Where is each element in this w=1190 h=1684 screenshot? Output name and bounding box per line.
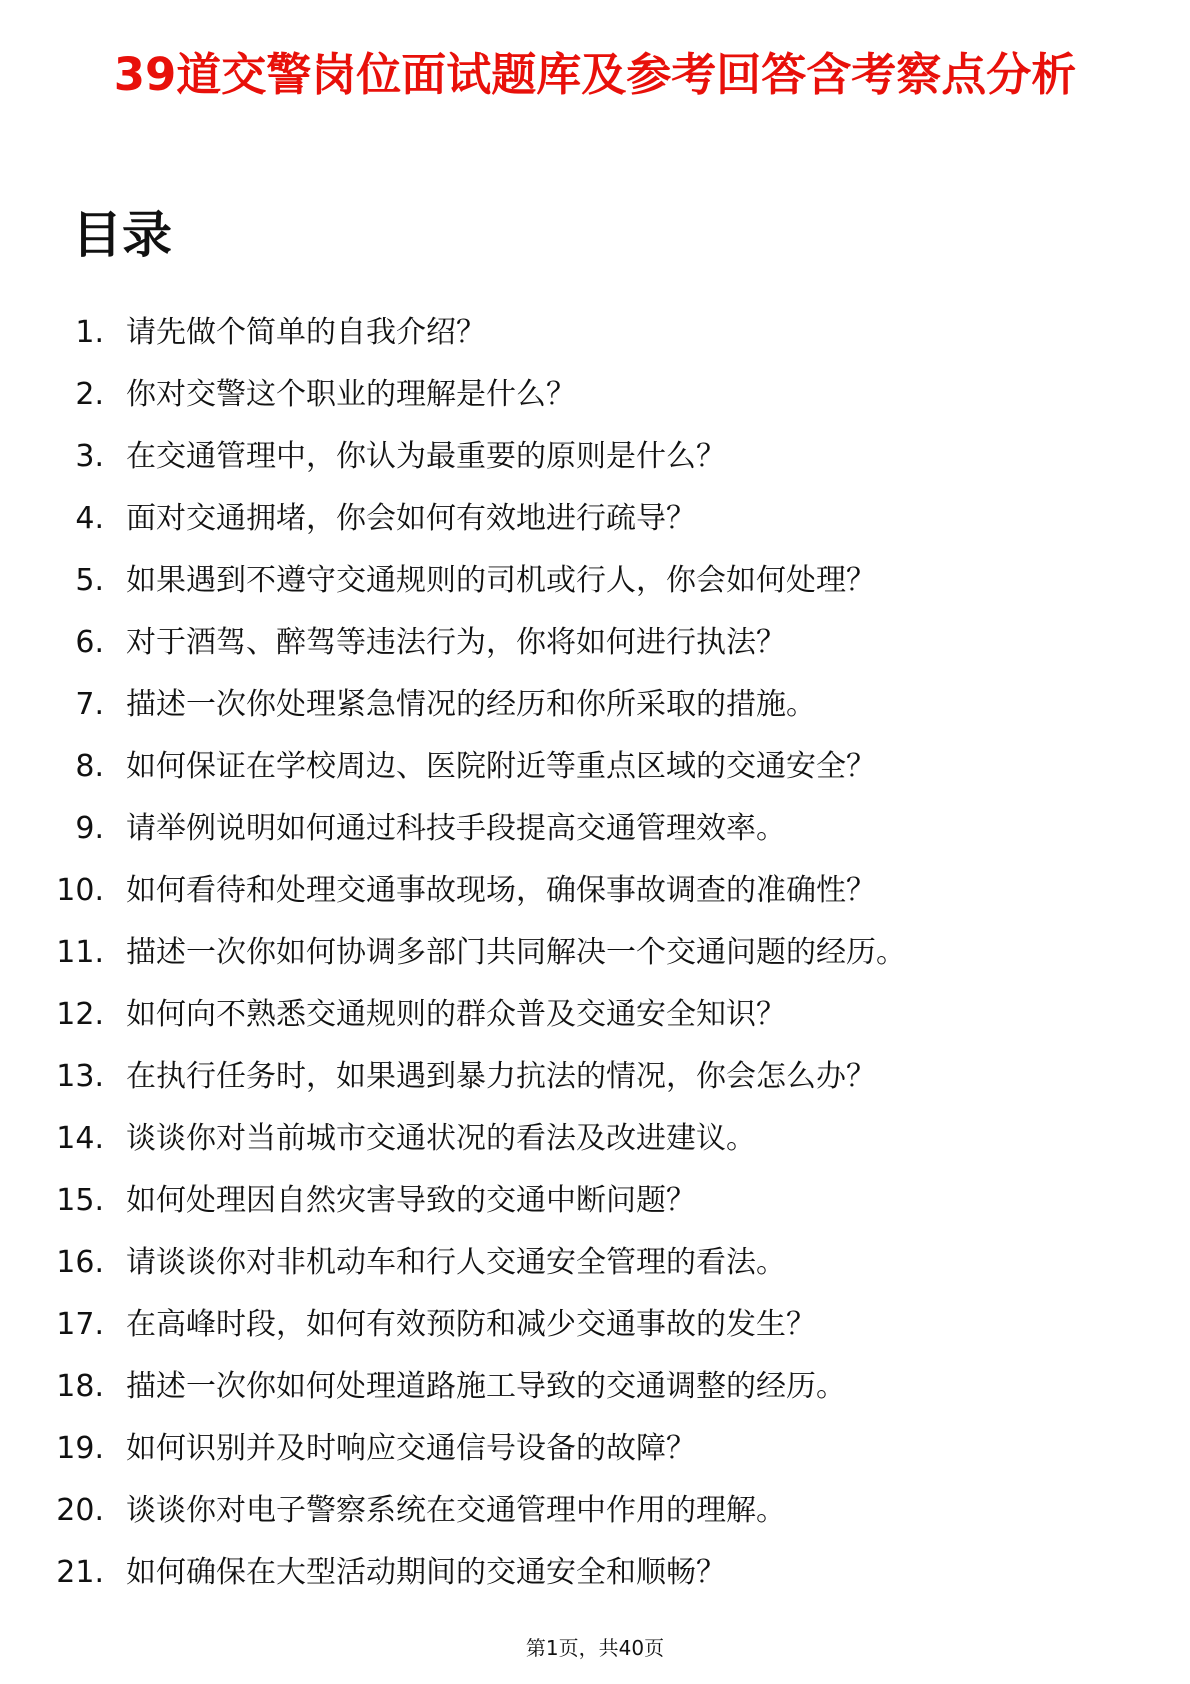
toc-item-text[interactable]: 描述一次你处理紧急情况的经历和你所采取的措施。 [126, 687, 816, 722]
toc-item[interactable] [0, 623, 1190, 685]
toc-item-text[interactable]: 如何保证在学校周边、医院附近等重点区域的交通安全？ [126, 749, 876, 784]
toc-item-text[interactable]: 在执行任务时，如果遇到暴力抗法的情况，你会怎么办？ [126, 1059, 876, 1094]
toc-item-text[interactable]: 你对交警这个职业的理解是什么？ [126, 377, 576, 412]
toc-item-number: 19. [56, 1431, 104, 1466]
toc-item-text[interactable]: 如何向不熟悉交通规则的群众普及交通安全知识？ [126, 997, 786, 1032]
toc-item-number: 1. [75, 315, 104, 350]
toc-item[interactable] [0, 499, 1190, 561]
toc-item-number: 9. [75, 811, 104, 846]
toc-item-text[interactable]: 对于酒驾、醉驾等违法行为，你将如何进行执法？ [126, 625, 786, 660]
toc-item-text[interactable]: 在高峰时段，如何有效预防和减少交通事故的发生？ [126, 1307, 816, 1342]
toc-item-text[interactable]: 在交通管理中，你认为最重要的原则是什么？ [126, 439, 726, 474]
toc-item[interactable] [0, 1057, 1190, 1119]
toc-item-number: 8. [75, 749, 104, 784]
toc-item-number: 11. [56, 935, 104, 970]
toc-item-number: 5. [75, 563, 104, 598]
toc-item-number: 16. [56, 1245, 104, 1280]
toc-item-number: 15. [56, 1183, 104, 1218]
toc-item[interactable] [0, 933, 1190, 995]
toc-item-text[interactable]: 如何处理因自然灾害导致的交通中断问题？ [126, 1183, 696, 1218]
toc-item-text[interactable]: 如何看待和处理交通事故现场，确保事故调查的准确性？ [126, 873, 876, 908]
toc-item-text[interactable]: 请谈谈你对非机动车和行人交通安全管理的看法。 [126, 1245, 786, 1280]
toc-item[interactable] [0, 1119, 1190, 1181]
toc-item[interactable] [0, 995, 1190, 1057]
toc-item-text[interactable]: 谈谈你对当前城市交通状况的看法及改进建议。 [126, 1121, 756, 1156]
toc-item-text[interactable]: 谈谈你对电子警察系统在交通管理中作用的理解。 [126, 1493, 786, 1528]
toc-item[interactable] [0, 561, 1190, 623]
toc-item-number: 2. [75, 377, 104, 412]
toc-item[interactable] [0, 1243, 1190, 1305]
toc-item-text[interactable]: 描述一次你如何处理道路施工导致的交通调整的经历。 [126, 1369, 846, 1404]
toc-item-number: 4. [75, 501, 104, 536]
page-footer: 第1页，共40页 [525, 1636, 665, 1660]
toc-item-number: 17. [56, 1307, 104, 1342]
toc-item-text[interactable]: 如何确保在大型活动期间的交通安全和顺畅？ [126, 1555, 726, 1590]
toc-item-number: 13. [56, 1059, 104, 1094]
toc-item-text[interactable]: 面对交通拥堵，你会如何有效地进行疏导？ [126, 501, 696, 536]
toc-item[interactable] [0, 747, 1190, 809]
toc-item[interactable] [0, 1181, 1190, 1243]
toc-item-text[interactable]: 请先做个简单的自我介绍？ [126, 315, 486, 350]
toc-item-number: 14. [56, 1121, 104, 1156]
toc-item-number: 7. [75, 687, 104, 722]
toc-item-number: 21. [56, 1555, 104, 1590]
toc-item-text[interactable]: 如果遇到不遵守交通规则的司机或行人，你会如何处理？ [126, 563, 876, 598]
toc-item-number: 20. [56, 1493, 104, 1528]
toc-item-text[interactable]: 描述一次你如何协调多部门共同解决一个交通问题的经历。 [126, 935, 906, 970]
toc-item[interactable] [0, 1491, 1190, 1553]
toc-item-number: 3. [75, 439, 104, 474]
toc-item-text[interactable]: 请举例说明如何通过科技手段提高交通管理效率。 [126, 811, 786, 846]
toc-item-number: 18. [56, 1369, 104, 1404]
toc-item[interactable] [0, 1429, 1190, 1491]
toc-item-text[interactable]: 如何识别并及时响应交通信号设备的故障？ [126, 1431, 696, 1466]
toc-item-number: 12. [56, 997, 104, 1032]
toc-list [0, 313, 1190, 1615]
toc-item[interactable] [0, 1305, 1190, 1367]
toc-item[interactable] [0, 809, 1190, 871]
toc-item[interactable] [0, 437, 1190, 499]
toc-heading: 目录 [72, 206, 172, 264]
toc-item[interactable] [0, 1553, 1190, 1615]
toc-item[interactable] [0, 313, 1190, 375]
toc-item[interactable] [0, 375, 1190, 437]
toc-item[interactable] [0, 1367, 1190, 1429]
toc-item-number: 10. [56, 873, 104, 908]
toc-item-number: 6. [75, 625, 104, 660]
toc-item[interactable] [0, 685, 1190, 747]
document-title: 39道交警岗位面试题库及参考回答含考察点分析 [113, 48, 1077, 101]
toc-item[interactable] [0, 871, 1190, 933]
